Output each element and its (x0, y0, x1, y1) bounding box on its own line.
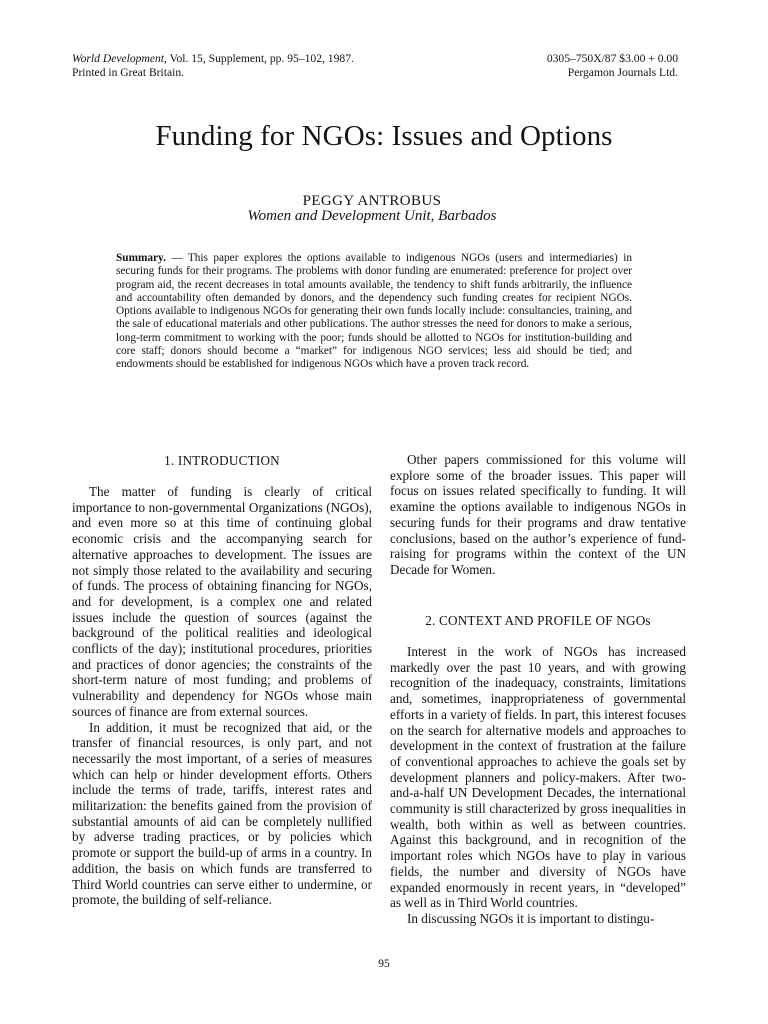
summary-label: Summary. (116, 252, 166, 264)
paragraph: In addition, it must be recognized that aid, or the transfer of financial resources, is only part, and not necessarily the most important, of a series of measures which can help or hinder development efforts. Others include the terms of trade, tariffs, interest rates and militarization: the benefits gained from the provision of substantial amounts of aid can be completely nullified by adverse trading practices, or by policies which promote or support the build-up of arms in a country. In addition, the basis on which funds are transferred to Third World countries can serve either to undermine, or promote, the building of self-reliance. (72, 719, 372, 908)
publisher-line: Pergamon Journals Ltd. (567, 66, 678, 79)
citation-header (72, 52, 354, 80)
section-heading-introduction: 1. INTRODUCTION (164, 453, 280, 468)
paragraph: Interest in the work of NGOs has increased markedly over the past 10 years, and with growing recognition of the inadequacy, constraints, limitations and, sometimes, inappropriateness of governmental efforts in a variety of fields. In part, this interest focuses on the search for alternative models and approaches to development in the context of frustration at the failure of conventional approaches to achieve the goals set by development planners and policy-makers. After two-and-a-half UN Development Decades, the international community is still characterized by gross inequalities in wealth, both within as well as between countries. Against this background, and in recognition of the important roles which NGOs have to play in various fields, the number and diversity of NGOs have expanded enormously in recent years, in “developed” as well as in Third World countries. (390, 644, 686, 911)
publisher-header (547, 52, 678, 80)
right-column-body-top (390, 452, 686, 578)
summary-abstract (116, 252, 632, 372)
author-name: PEGGY ANTROBUS (302, 193, 442, 209)
left-column-body (72, 484, 372, 908)
printed-line: Printed in Great Britain. (72, 66, 185, 79)
citation-line (72, 52, 354, 66)
paragraph: The matter of funding is clearly of critical importance to non-governmental Organizations (NGOs), and even more so at this time of continuing global economic crisis and the accompanying search for alternative approaches to development. The issues are not simply those related to the availability and securing of funds. The process of obtaining financing for NGOs, and for development, is a complex one and related issues include the question of sources (against the background of the political realities and ideological conflicts of the day); institutional procedures, priorities and practices of donor agencies; the constraints of the short-term nature of most funding; and problems of vulnerability and dependency for NGOs whose main sources of finance are from external sources. (72, 484, 372, 719)
section-heading-context: 2. CONTEXT AND PROFILE OF NGOs (425, 613, 651, 628)
article-title: Funding for NGOs: Issues and Options (155, 120, 613, 152)
paragraph: Other papers commissioned for this volume will explore some of the broader issues. This paper will focus on issues related specifically to funding. It will examine the options available to indigenous NGOs in securing funds for their programs and draw tentative conclusions, based on the author’s experience of fund-raising for programs within the context of the UN Decade for Women. (390, 452, 686, 577)
citation-details: , Vol. 15, Supplement, pp. 95–102, 1987. (163, 52, 354, 65)
page-number: 95 (378, 958, 390, 970)
issn-line: 0305–750X/87 $3.00 + 0.00 (546, 52, 678, 65)
journal-name: World Development (72, 52, 164, 65)
paragraph: In discussing NGOs it is important to distingu- (407, 910, 655, 926)
summary-text: — This paper explores the options available to indigenous NGOs (users and intermediaries) in securing funds for their programs. The problems with donor funding are enumerated: preference for project over program aid, the recent decreases in total amounts available, the tendency to shift funds arbitrarily, the influence and accountability often demanded by donors, and the dependency such funding creates for recipient NGOs. Options available to indigenous NGOs for generating their own funds locally include: consultancies, training, and the sale of educational materials and other publications. The author stresses the need for donors to make a serious, long-term commitment to working with the poor; funds should be allotted to NGOs for institution-building and core staff; donors should become a “market” for indigenous NGO services; less aid should be tied; and endowments should be established for indigenous NGOs which have a proven track record. (116, 252, 632, 371)
right-column-body-bottom (390, 644, 686, 927)
author-affiliation: Women and Development Unit, Barbados (247, 208, 497, 224)
